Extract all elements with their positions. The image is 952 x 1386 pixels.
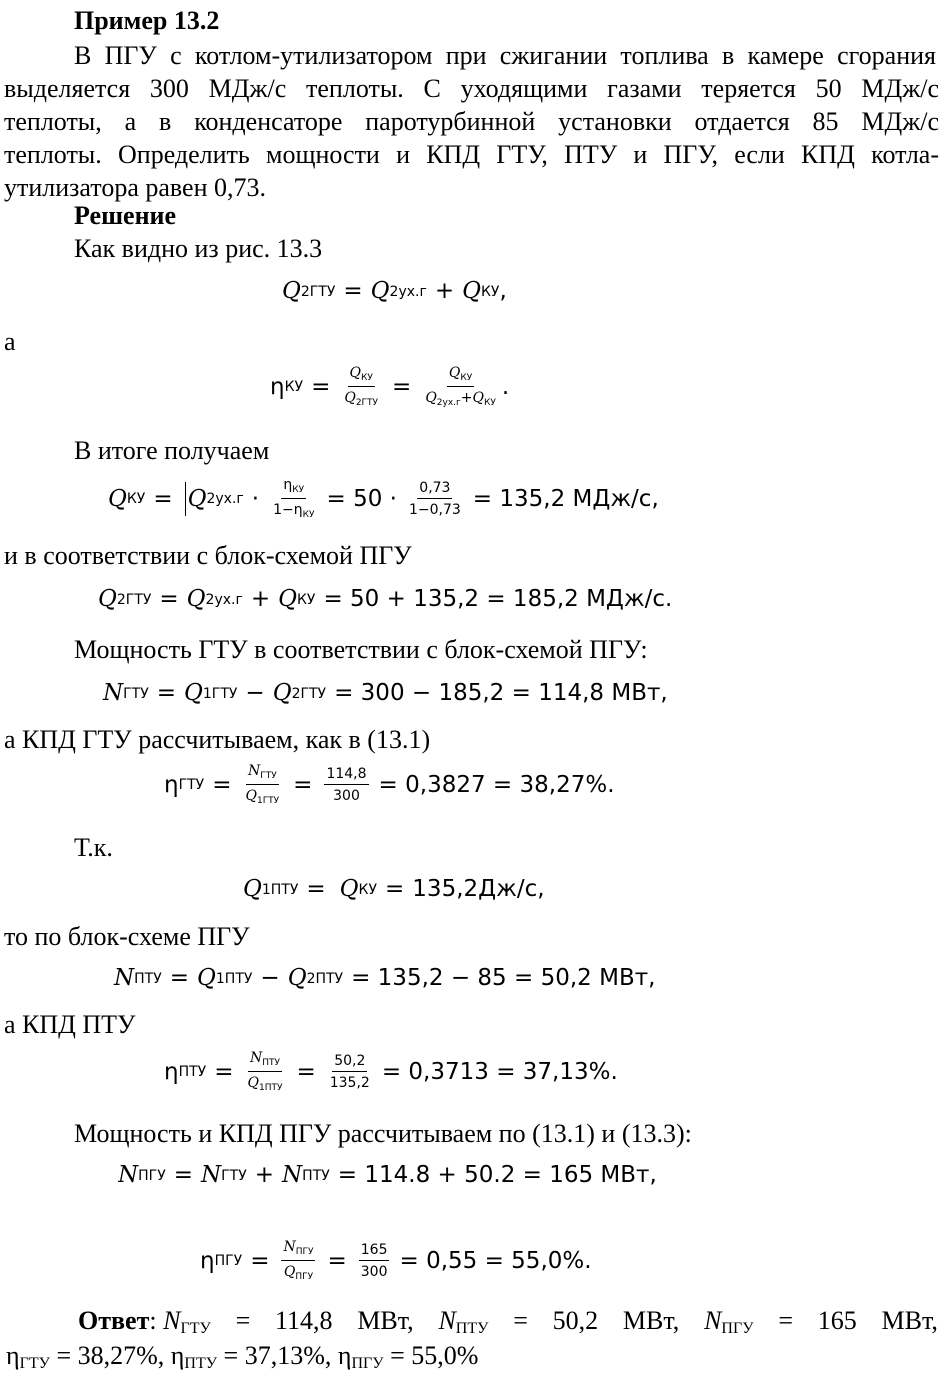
problem-line-1: В ПГУ с котлом-утилизатором при сжигании топлива в камере сгорания: [74, 41, 936, 70]
text-line: а КПД ПТУ: [4, 1010, 136, 1039]
answer-line-2: $\eta_{ГТУ} = 38,27\%$, $\eta_{ПТУ} = 37,13\%$, $\eta_{ПГУ} = 55,0\%$: [6, 1341, 479, 1372]
text-line: а: [4, 327, 16, 356]
equation-eta-pgu: η ПГУ = $\frac{N_{ПГУ}}{Q_{ПГУ}}$ = $\frac{165}{300}$ = 0,55 = 55,0%.: [200, 1239, 592, 1282]
equation-npgu-calc: N ПГУ = N ГТУ + N ПТУ = 114.8 + 50.2 = 165 МВт,: [118, 1162, 657, 1185]
equation-qku-calc: Q КУ = Q 2ух.г · $\frac{\eta_{КУ}}{1-\eta_{КУ}}$ = 50 · $\frac{0,73}{1-0,73}$ = 135,2 МДж/с,: [108, 477, 659, 520]
equation-nptu-calc: N ПТУ = Q 1ПТУ − Q 2ПТУ = 135,2 − 85 = 50,2 МВт,: [114, 965, 656, 991]
problem-line-4: теплоты. Определить мощности и КПД ГТУ, ПТУ и ПГУ, если КПД котла-: [4, 140, 939, 169]
problem-line-3: теплоты, а в конденсаторе паротурбинной установки отдается 85 МДж/с: [4, 107, 939, 136]
text-line: то по блок-схеме ПГУ: [4, 922, 250, 951]
equation-q1ptu: Q 1ПТУ = Q КУ = 135,2Дж/с,: [243, 876, 545, 902]
equation-q2gtu-sum: Q 2ГТУ = Q 2ух.г + Q КУ ,: [282, 278, 507, 304]
answer-line-1: Ответ: $N_{ГТУ}$ = 114,8 МВт, $N_{ПТУ}$ = 50,2 МВт, $N_{ПГУ}$ = 165 МВт,: [78, 1306, 938, 1337]
example-title: Пример 13.2: [74, 6, 220, 35]
equation-q2gtu-calc: Q 2ГТУ = Q 2ух.г + Q КУ = 50 + 135,2 = 185,2 МДж/с.: [98, 586, 673, 612]
problem-line-2: выделяется 300 МДж/с теплоты. С уходящими газами теряется 50 МДж/с: [4, 74, 939, 103]
cursor-bar: [185, 482, 186, 516]
text-line: Как видно из рис. 13.3: [74, 234, 323, 263]
equation-ngtu-calc: N ГТУ = Q 1ГТУ − Q 2ГТУ = 300 − 185,2 = 114,8 МВт,: [103, 680, 668, 706]
text-line: а КПД ГТУ рассчитываем, как в (13.1): [4, 725, 431, 754]
problem-line-5: утилизатора равен 0,73.: [4, 173, 266, 202]
text-line: В итоге получаем: [74, 436, 270, 465]
text-line: Мощность ГТУ в соответствии с блок-схемой ПГУ:: [74, 635, 648, 664]
text-line: Мощность и КПД ПГУ рассчитываем по (13.1) и (13.3):: [74, 1119, 692, 1148]
solution-heading: Решение: [74, 201, 177, 230]
text-line: и в соответствии с блок-схемой ПГУ: [4, 541, 412, 570]
equation-eta-ptu: η ПТУ = $\frac{N_{ПТУ}}{Q_{1ПТУ}}$ = $\frac{50,2}{135,2}$ = 0,3713 = 37,13%.: [164, 1050, 618, 1093]
equation-npgu-clip: [118, 1160, 657, 1185]
equation-eta-gtu: η ГТУ = $\frac{N_{ГТУ}}{Q_{1ГТУ}}$ = $\frac{114,8}{300}$ = 0,3827 = 38,27%.: [164, 763, 615, 806]
text-line: Т.к.: [74, 833, 113, 862]
equation-eta-ku: η КУ = $\frac{Q_{КУ}}{Q_{2ГТУ}}$ = $\frac{Q_{КУ}}{Q_{2ух.г}+Q_{КУ}}$ .: [270, 365, 510, 408]
